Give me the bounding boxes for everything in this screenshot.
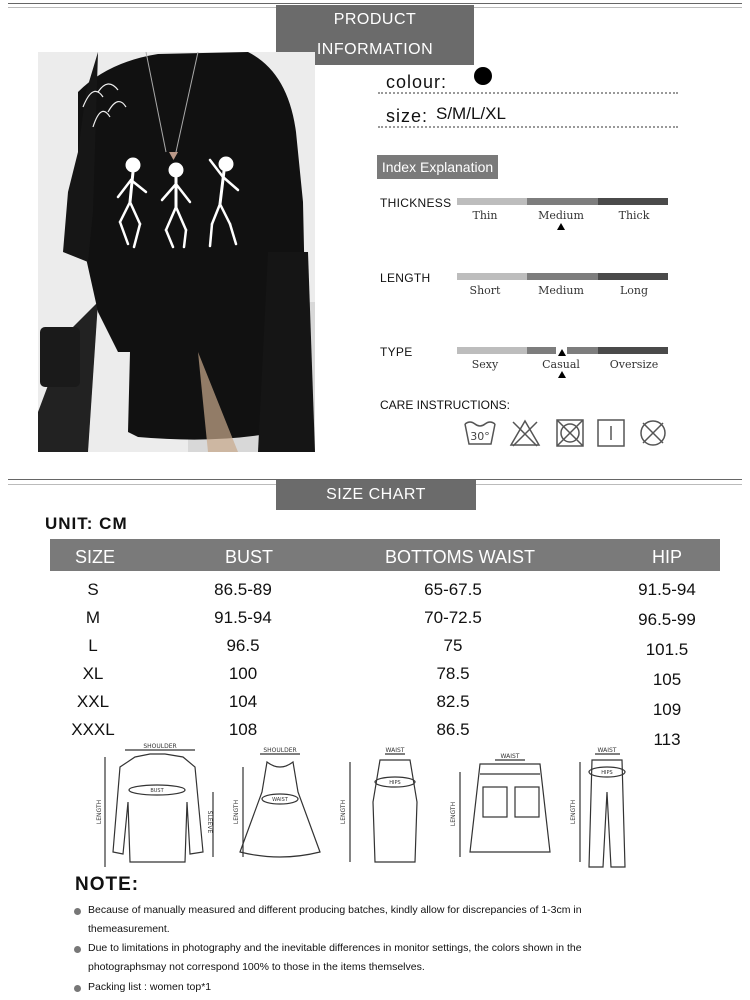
type-marker-top-icon [558,349,566,356]
care-instructions-title: CARE INSTRUCTIONS: [380,398,511,412]
colour-row [378,70,678,94]
note-item: Due to limitations in photography and the inevitable differences in monitor settings, the colors shown in the photographsmay not correspond 100% to those in the items themselves. [88,942,582,973]
length-seg-medium [527,273,598,280]
note-bullet-icon [74,908,81,915]
cell-bust: 108 [228,720,258,739]
note-item: Packing list : women top*1 [88,981,212,993]
measurement-diagrams [95,742,635,872]
note-bullet-icon [74,946,81,953]
cell-size: XXXL [71,720,115,739]
waist-text: WAIST [597,747,617,754]
cell-size: S [87,580,99,599]
thickness-option-thick: Thick [618,209,650,222]
no-bleach-icon [509,418,539,448]
cell-hip: 91.5-94 [638,580,696,599]
product-photo [38,52,315,452]
length-option-long: Long [619,284,649,297]
cell-bust: 86.5-89 [214,580,272,599]
hips-text: HIPS [601,770,613,776]
type-marker-icon [558,371,566,378]
col-hip: HIP [652,547,683,567]
cell-waist: 86.5 [436,720,470,739]
top-divider [8,3,742,4]
type-seg-oversize [598,347,668,354]
cell-waist: 82.5 [436,692,470,711]
unit-label: UNIT: CM [45,514,128,533]
line-dry-icon [596,418,626,448]
cell-hip: 113 [653,730,681,749]
cell-size: XXL [76,692,110,711]
thickness-seg-thick [598,198,668,205]
cell-hip: 109 [652,700,682,719]
type-option-sexy: Sexy [471,358,499,371]
size-label: size: [386,106,429,126]
thickness-option-thin: Thin [472,209,498,222]
cell-waist: 65-67.5 [424,580,482,599]
length-seg-long [598,273,668,280]
size-chart-banner: SIZE CHART [276,480,476,510]
cell-hip: 105 [652,670,682,689]
cell-bust: 91.5-94 [214,608,272,627]
cell-bust: 100 [228,664,258,683]
wash-temp-text: 30° [470,430,490,443]
waist-text: WAIST [385,747,405,754]
length-text: LENGTH [450,801,457,827]
size-value: S/M/L/XL [436,104,506,123]
hips-text: HIPS [389,780,401,786]
colour-swatch [474,67,492,85]
cell-size: L [88,636,98,655]
length-label: LENGTH [380,271,431,285]
cell-waist: 70-72.5 [424,608,482,627]
shoulder-text: SHOULDER [143,743,177,750]
note-item: Because of manually measured and different producing batches, kindly allow for discrepancies of 1-3cm in themeasurement. [88,904,582,935]
sleeve-text: SLEEVE [206,810,213,834]
product-info-banner: PRODUCT INFORMATION [276,5,474,65]
no-dry-clean-icon [638,418,668,448]
col-bust: BUST [225,547,274,567]
length-text: LENGTH [570,799,577,825]
cell-hip: 101.5 [645,640,689,659]
cell-waist: 75 [443,636,463,655]
index-explanation-title: Index Explanation [377,155,498,179]
length-option-short: Short [469,284,501,297]
waist-text: WAIST [500,753,520,760]
thickness-seg-thin [457,198,527,205]
length-text: LENGTH [233,799,240,825]
colour-label: colour: [386,72,448,92]
type-seg-sexy [457,347,527,354]
thickness-label: THICKNESS [380,196,452,210]
note-title: NOTE: [75,874,140,895]
length-option-medium: Medium [538,284,584,297]
type-option-casual: Casual [542,358,580,371]
type-label: TYPE [380,345,413,359]
thickness-marker-icon [557,223,565,230]
thickness-seg-medium [527,198,598,205]
cell-size: M [85,608,101,627]
col-size: SIZE [75,547,116,567]
size-row [378,104,678,128]
cell-size: XL [82,664,104,683]
cell-hip: 96.5-99 [638,610,696,629]
length-seg-short [457,273,527,280]
cell-bust: 96.5 [226,636,260,655]
waist-text: WAIST [272,797,288,803]
length-text: LENGTH [340,799,347,825]
wash-30-icon [463,418,493,448]
bust-text: BUST [150,788,164,794]
col-bottoms-waist: BOTTOMS WAIST [385,547,536,567]
thickness-option-medium: Medium [538,209,584,222]
length-text: LENGTH [96,799,103,825]
note-bullet-icon [74,985,81,992]
shoulder-text: SHOULDER [263,747,297,754]
no-tumble-dry-icon [555,418,585,448]
type-option-oversize: Oversize [609,358,659,371]
cell-bust: 104 [228,692,258,711]
cell-waist: 78.5 [436,664,470,683]
